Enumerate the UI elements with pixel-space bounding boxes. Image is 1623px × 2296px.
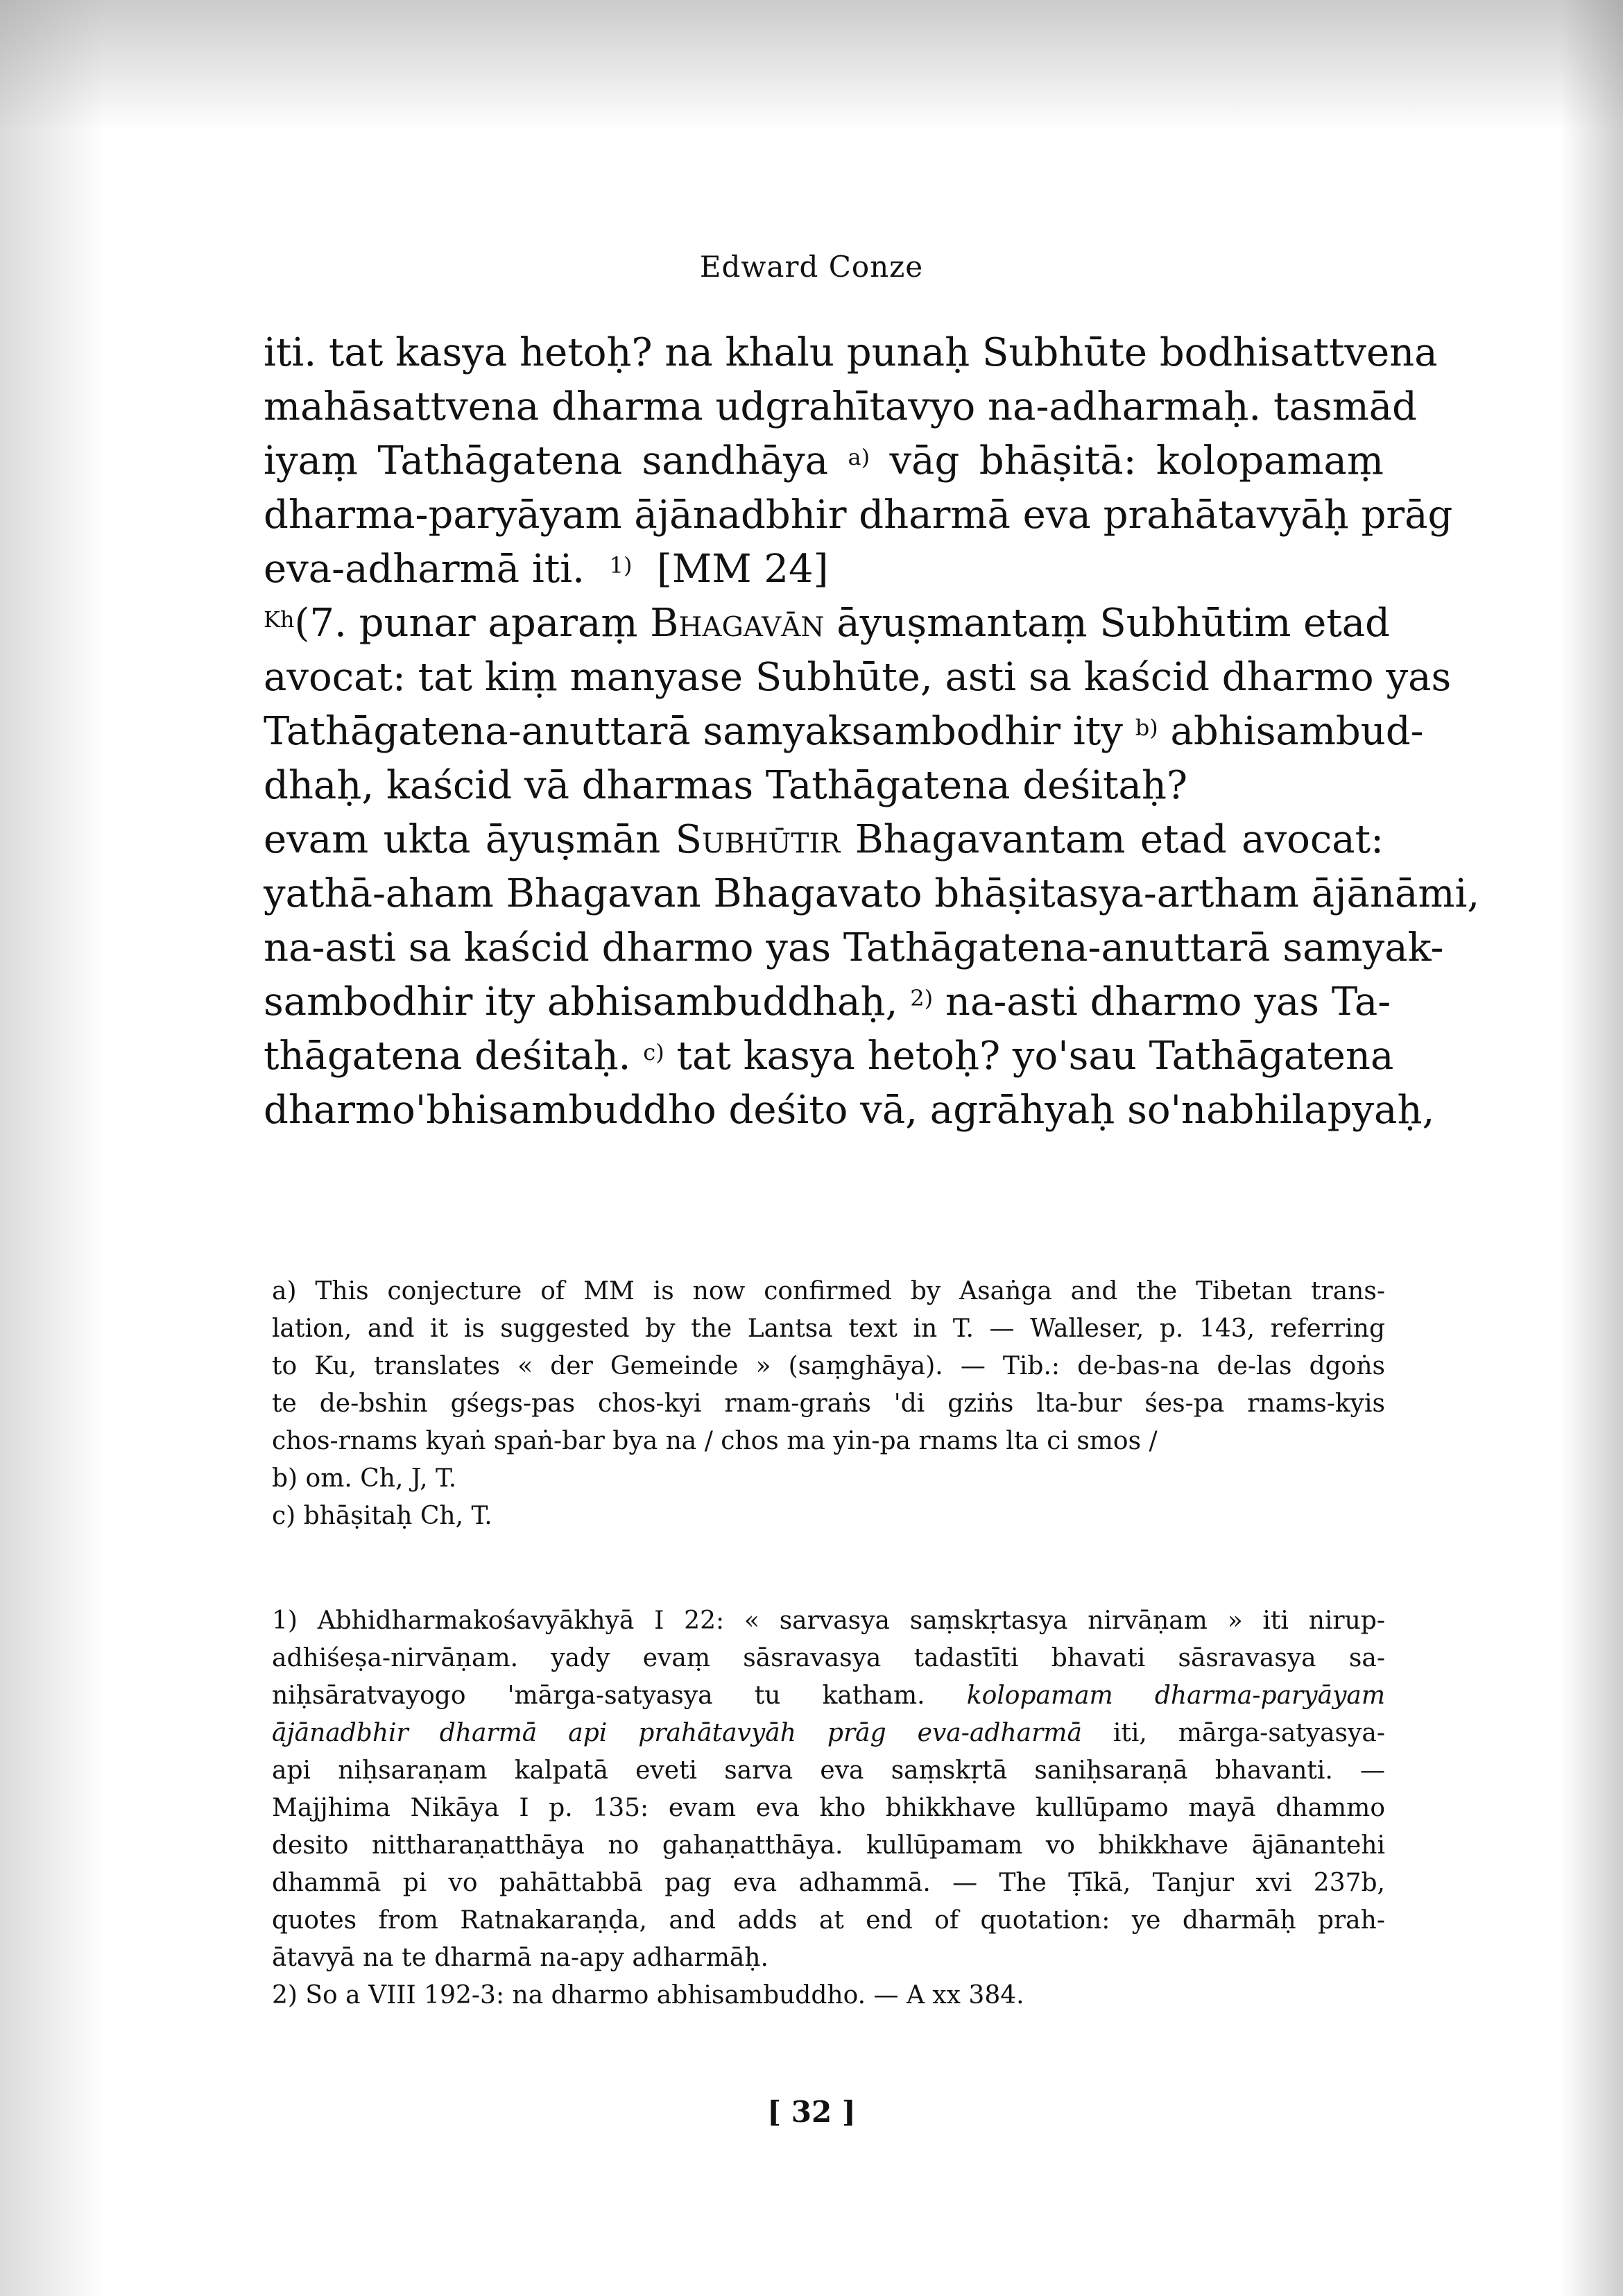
main-text <box>264 326 1480 1138</box>
numbered-footnotes <box>272 1602 1385 2014</box>
footnote-line: 2) So a VIII 192-3: na dharmo abhisambuddho. — A xx 384. <box>272 1981 1024 2010</box>
footnote-line: api niḥsaraṇam kalpatā eveti sarva eva saṃskṛtā saniḥsaraṇā bhavanti. — <box>272 1756 1385 1785</box>
source-marker: Kh <box>264 606 295 633</box>
footnote-ref: 2) <box>910 985 934 1011</box>
footnote-ref: a) <box>848 444 870 470</box>
text-line: dhaḥ, kaścid vā dharmas Tathāgatena deśitaḥ? <box>264 763 1187 808</box>
text-line: eva-adharmā iti. $^{1)}$ [MM 24] <box>264 547 829 592</box>
footnote-line: Majjhima Nikāya I p. 135: evam eva kho bhikkhave kullūpamo mayā dhammo <box>272 1794 1385 1822</box>
footnote-line: adhiśeṣa-nirvāṇam. yady evaṃ sāsravasya tadastīti bhavati sāsravasya sa- <box>272 1644 1385 1672</box>
footnote-ref: b) <box>1135 714 1158 741</box>
text-line: evam ukta āyuṣmān Subhūtir Bhagavantam etad avocat: <box>264 817 1384 862</box>
scan-shadow-top <box>0 0 1623 132</box>
text-line: iti. tat kasya hetoḥ? na khalu punaḥ Subhūte bodhisattvena <box>264 330 1438 375</box>
text-line: na-asti sa kaścid dharmo yas Tathāgatena-anuttarā samyak- <box>264 925 1444 970</box>
footnote-line: chos-rnams kyaṅ spaṅ-bar bya na / chos ma yin-pa rnams lta ci smos / <box>272 1427 1158 1455</box>
text-line: sambodhir ity abhisambuddhaḥ, $^{2)}$ na-asti dharmo yas Ta- <box>264 979 1391 1025</box>
letter-footnotes <box>272 1273 1385 1535</box>
text-line: dharma-paryāyam ājānadbhir dharmā eva prahātavyāḥ prāg <box>264 492 1453 538</box>
scan-shadow-left <box>0 0 104 2296</box>
footnote-line: ājānadbhir dharmā api prahātavyāh prāg eva-adharmā iti, mārga-satyasya- <box>272 1719 1385 1747</box>
footnote-ref: 1) <box>609 552 633 579</box>
footnote-line: dhammā pi vo pahāttabbā pag eva adhammā. — The Ṭīkā, Tanjur xvi 237b, <box>272 1869 1385 1897</box>
scan-shadow-right <box>1561 0 1623 2296</box>
text-line: $^{Kh}$(7. punar aparaṃ Bhagavān āyuṣmantaṃ Subhūtim etad <box>264 601 1391 646</box>
footnote-line: b) om. Ch, J, T. <box>272 1464 457 1493</box>
footnote-line: te de-bshin gśegs-pas chos-kyi rnam-graṅs 'di gziṅs lta-bur śes-pa rnams-kyis <box>272 1389 1385 1418</box>
text-line: avocat: tat kiṃ manyase Subhūte, asti sa kaścid dharmo yas <box>264 655 1452 700</box>
footnote-line: c) bhāṣitaḥ Ch, T. <box>272 1502 492 1530</box>
footnote-line: quotes from Ratnakaraṇḍa, and adds at end of quotation: ye dharmāḥ prah- <box>272 1906 1385 1935</box>
footnote-line: 1) Abhidharmakośavyākhyā I 22: « sarvasya saṃskṛtasya nirvāṇam » iti nirup- <box>272 1607 1385 1635</box>
text-line: Tathāgatena-anuttarā samyaksambodhir ity $^{b)}$ abhisambud- <box>264 709 1424 754</box>
footnote-line: ātavyā na te dharmā na-apy adharmāḥ. <box>272 1944 768 1972</box>
running-header: Edward Conze <box>699 250 924 284</box>
text-line: dharmo'bhisambuddho deśito vā, agrāhyaḥ so'nabhilapyaḥ, <box>264 1088 1435 1133</box>
footnote-line: a) This conjecture of MM is now confirmed by Asaṅga and the Tibetan trans- <box>272 1277 1385 1305</box>
footnote-line: to Ku, translates « der Gemeinde » (saṃghāya). — Tib.: de-bas-na de-las dgoṅs <box>272 1352 1385 1380</box>
text-line: iyaṃ Tathāgatena sandhāya $^{a)}$ vāg bhāṣitā: kolopamaṃ <box>264 438 1384 483</box>
page-number: [ 32 ] <box>767 2095 856 2129</box>
text-line: mahāsattvena dharma udgrahītavyo na-adharmaḥ. tasmād <box>264 384 1417 429</box>
text-line: yathā-aham Bhagavan Bhagavato bhāṣitasya-artham ājānāmi, <box>264 871 1480 916</box>
footnote-ref: c) <box>643 1039 664 1065</box>
footnote-line: desito nittharaṇatthāya no gahaṇatthāya. kullūpamam vo bhikkhave ājānantehi <box>272 1831 1385 1860</box>
text-line: thāgatena deśitaḥ. $^{c)}$ tat kasya hetoḥ? yo'sau Tathāgatena <box>264 1034 1394 1079</box>
footnote-line: lation, and it is suggested by the Lantsa text in T. — Walleser, p. 143, referring <box>272 1314 1385 1343</box>
footnote-line: niḥsāratvayogo 'mārga-satyasya tu katham. kolopamam dharma-paryāyam <box>272 1681 1385 1710</box>
